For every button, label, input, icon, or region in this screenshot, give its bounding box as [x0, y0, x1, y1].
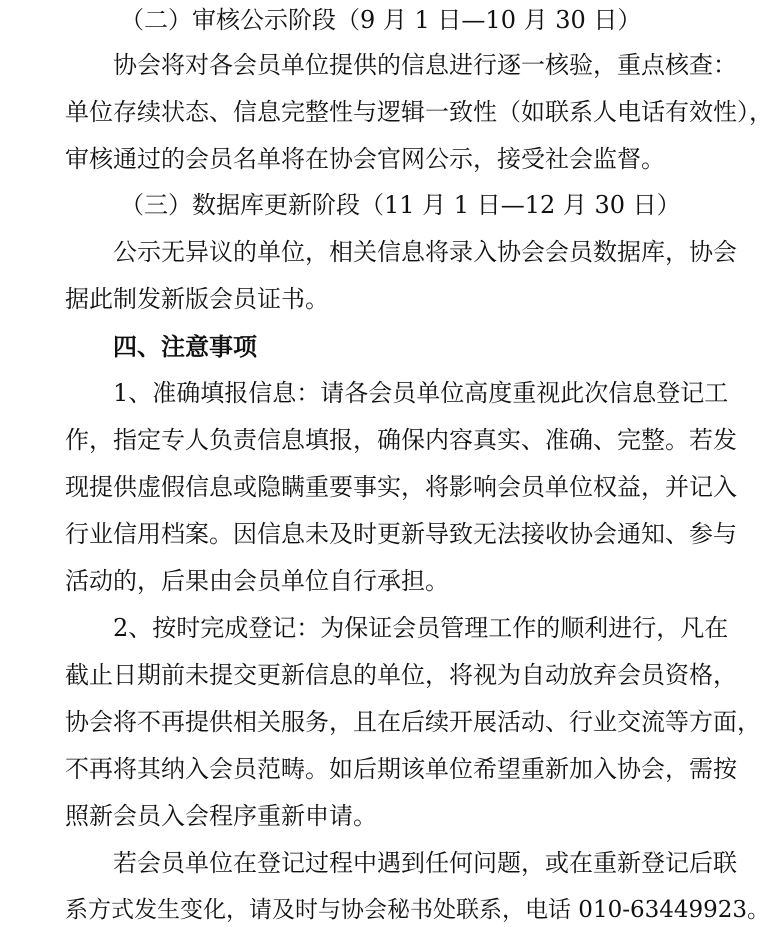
note-1-line-2: 作，指定专人负责信息填报，确保内容真实、准确、完整。若发: [65, 426, 737, 454]
note-2-line-3: 协会将不再提供相关服务，且在后续开展活动、行业交流等方面，: [65, 708, 761, 736]
note-1-line-4: 行业信用档案。因信息未及时更新导致无法接收协会通知、参与: [65, 520, 737, 548]
contact-line-2: 系方式发生变化，请及时与协会秘书处联系，电话 010-63449923。: [65, 897, 771, 923]
note-1-line-5: 活动的，后果由会员单位自行承担。: [65, 567, 449, 595]
notes-heading: 四、注意事项: [113, 332, 257, 361]
note-1-line-1: 1、准确填报信息：请各会员单位高度重视此次信息登记工: [113, 379, 729, 407]
note-2-line-1: 2、按时完成登记：为保证会员管理工作的顺利进行，凡在: [113, 614, 729, 642]
note-2-line-5: 照新会员入会程序重新申请。: [65, 802, 377, 830]
section-2-title: （二）审核公示阶段（9 月 1 日—10 月 30 日）: [120, 6, 642, 34]
section-2-line-2: 单位存续状态、信息完整性与逻辑一致性（如联系人电话有效性），: [65, 98, 773, 126]
section-3-line-2: 据此制发新版会员证书。: [65, 285, 329, 313]
note-2-line-2: 截止日期前未提交更新信息的单位，将视为自动放弃会员资格，: [65, 661, 737, 689]
section-2-line-3: 审核通过的会员名单将在协会官网公示，接受社会监督。: [65, 145, 665, 173]
contact-line-1: 若会员单位在登记过程中遇到任何问题，或在重新登记后联: [113, 849, 737, 877]
note-1-line-3: 现提供虚假信息或隐瞒重要事实，将影响会员单位权益，并记入: [65, 473, 737, 501]
section-3-line-1: 公示无异议的单位，相关信息将录入协会会员数据库，协会: [113, 238, 737, 266]
section-3-title: （三）数据库更新阶段（11 月 1 日—12 月 30 日）: [120, 191, 681, 219]
note-2-line-4: 不再将其纳入会员范畴。如后期该单位希望重新加入协会，需按: [65, 755, 737, 783]
section-2-line-1: 协会将对各会员单位提供的信息进行逐一核验，重点核查：: [113, 51, 737, 79]
